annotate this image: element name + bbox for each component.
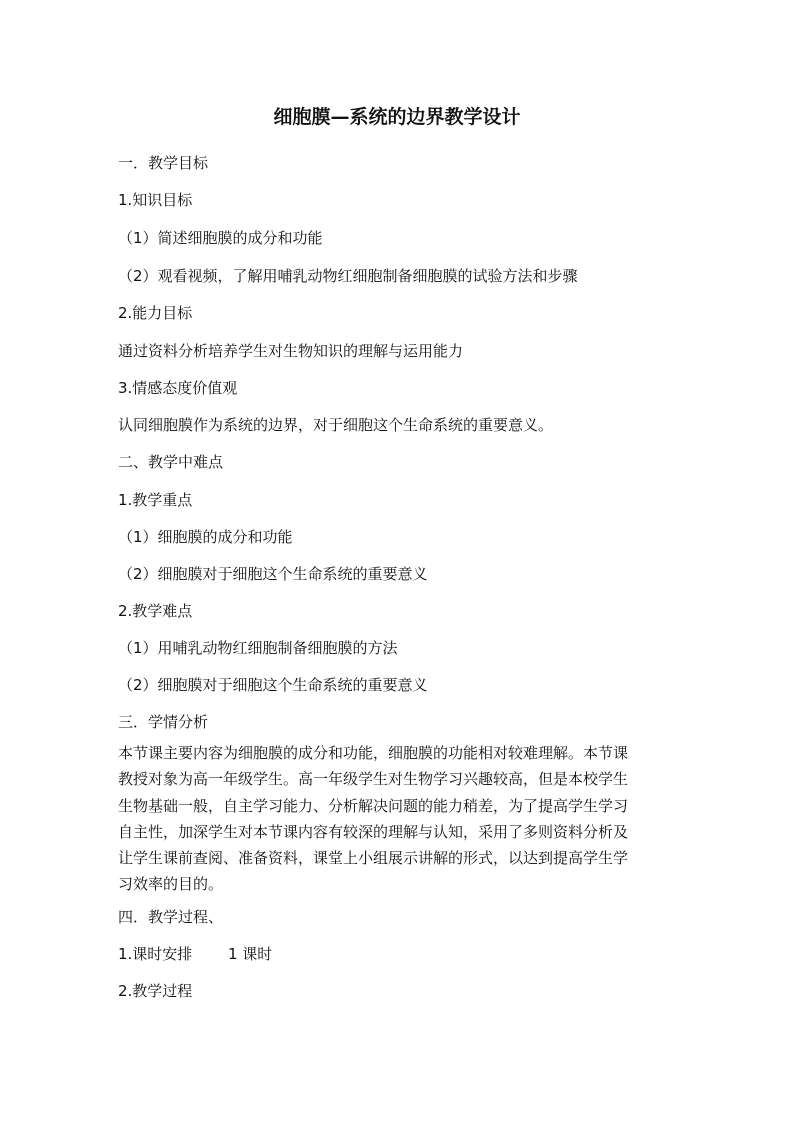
paragraph-line: 本节课主要内容为细胞膜的成分和功能，细胞膜的功能相对较难理解。本节课 xyxy=(118,744,629,762)
paragraph-line: 让学生课前查阅、准备资料，课堂上小组展示讲解的形式，以达到提高学生学 xyxy=(118,849,629,868)
section-heading-teaching-process: 四．教学过程、 xyxy=(118,908,224,926)
list-item: （2）细胞膜对于细胞这个生命系统的重要意义 xyxy=(118,565,428,583)
subheading-ability-goals: 2.能力目标 xyxy=(118,304,193,322)
paragraph-line: 自主性，加深学生对本节课内容有较深的理解与认知，采用了多则资料分析及 xyxy=(118,822,629,841)
body-text: 通过资料分析培养学生对生物知识的理解与运用能力 xyxy=(118,342,464,360)
list-item: （2）细胞膜对于细胞这个生命系统的重要意义 xyxy=(118,676,428,694)
paragraph-line: 生物基础一般，自主学习能力、分析解决问题的能力稍差，为了提高学生学习 xyxy=(118,796,629,815)
paragraph-line: 习效率的目的。 xyxy=(118,875,224,894)
list-item: （1）简述细胞膜的成分和功能 xyxy=(118,229,323,247)
subheading-difficult-points: 2.教学难点 xyxy=(118,602,193,620)
schedule-label: 1.课时安排 xyxy=(118,945,193,963)
section-heading-key-points: 二、教学中难点 xyxy=(118,453,224,471)
student-analysis-paragraph xyxy=(118,740,678,898)
subheading-teaching-process: 2.教学过程 xyxy=(118,982,193,1000)
document-title: 细胞膜—系统的边界教学设计 xyxy=(273,106,521,128)
body-text: 认同细胞膜作为系统的边界，对于细胞这个生命系统的重要意义。 xyxy=(118,416,554,434)
list-item: （1）用哺乳动物红细胞制备细胞膜的方法 xyxy=(118,639,398,657)
schedule-row xyxy=(118,942,272,966)
list-item: （2）观看视频，了解用哺乳动物红细胞制备细胞膜的试验方法和步骤 xyxy=(118,267,578,285)
subheading-key-points: 1.教学重点 xyxy=(118,491,193,509)
subheading-knowledge-goals: 1.知识目标 xyxy=(118,191,193,209)
section-heading-student-analysis: 三．学情分析 xyxy=(118,713,209,731)
section-heading-teaching-goals: 一．教学目标 xyxy=(118,154,209,172)
paragraph-line: 教授对象为高一年级学生。高一年级学生对生物学习兴趣较高，但是本校学生 xyxy=(118,770,629,789)
subheading-attitude-values: 3.情感态度价值观 xyxy=(118,379,238,397)
schedule-value: 1 课时 xyxy=(228,945,273,963)
list-item: （1）细胞膜的成分和功能 xyxy=(118,528,293,546)
